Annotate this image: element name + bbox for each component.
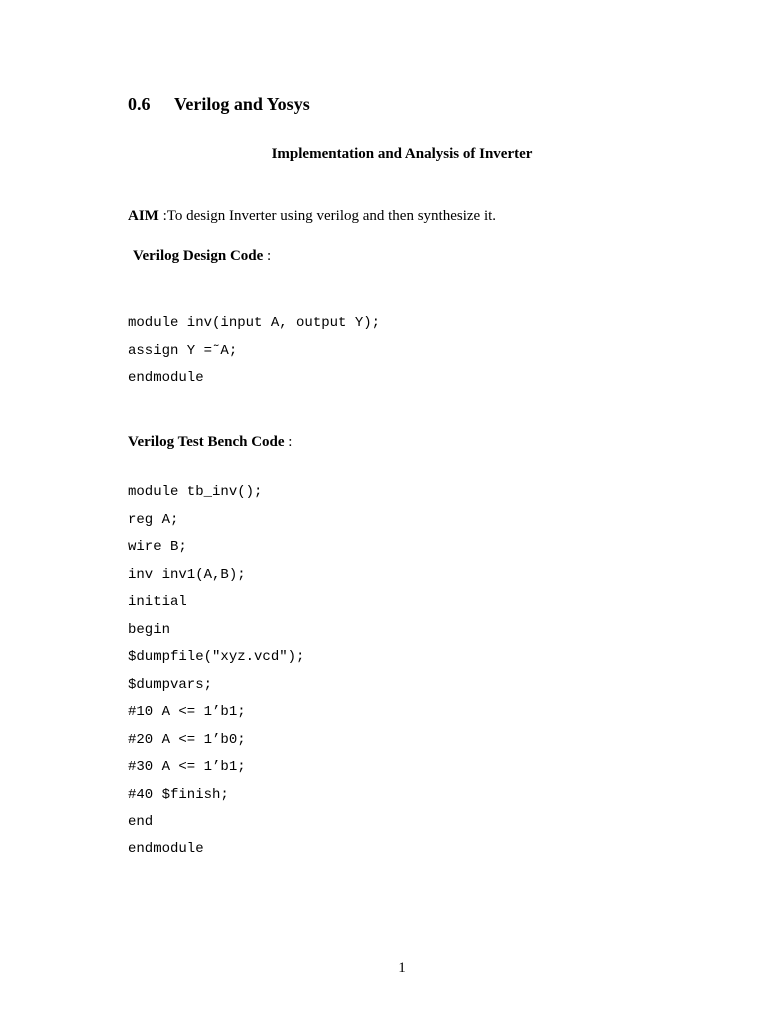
- testbench-code-line: endmodule: [128, 841, 204, 857]
- testbench-code-line: #20 A <= 1’b0;: [128, 732, 246, 748]
- testbench-code-line: #30 A <= 1’b1;: [128, 759, 246, 775]
- testbench-code-line: inv inv1(A,B);: [128, 567, 246, 583]
- testbench-code-line: begin: [128, 622, 171, 638]
- testbench-code-suffix: :: [284, 434, 293, 450]
- testbench-code-line: initial: [128, 594, 187, 610]
- aim-statement: [128, 208, 496, 225]
- testbench-code-line: wire B;: [128, 539, 187, 555]
- section-heading: [128, 94, 310, 115]
- document-title: Implementation and Analysis of Inverter: [271, 146, 533, 162]
- testbench-code-line: end: [128, 814, 154, 830]
- testbench-code-heading: [128, 434, 292, 451]
- testbench-code-line: $dumpvars;: [128, 677, 213, 693]
- design-code-heading: [133, 248, 271, 265]
- section-number: 0.6: [128, 94, 151, 114]
- testbench-code-line: reg A;: [128, 512, 179, 528]
- design-code-line: module inv(input A, output Y);: [128, 315, 381, 331]
- design-code-line: assign Y =˜A;: [128, 343, 238, 359]
- testbench-code-line: #40 $finish;: [128, 787, 229, 803]
- design-code-label: Verilog Design Code: [133, 248, 264, 264]
- page-number: 1: [398, 960, 406, 976]
- testbench-code-line: $dumpfile("xyz.vcd");: [128, 649, 305, 665]
- aim-label: AIM: [128, 208, 159, 224]
- section-title: Verilog and Yosys: [174, 94, 310, 114]
- testbench-code-label: Verilog Test Bench Code: [128, 434, 285, 450]
- testbench-code-line: #10 A <= 1’b1;: [128, 704, 246, 720]
- design-code-line: endmodule: [128, 370, 204, 386]
- design-code-suffix: :: [263, 248, 272, 264]
- testbench-code-line: module tb_inv();: [128, 484, 263, 500]
- aim-text: :To design Inverter using verilog and then synthesize it.: [158, 208, 497, 224]
